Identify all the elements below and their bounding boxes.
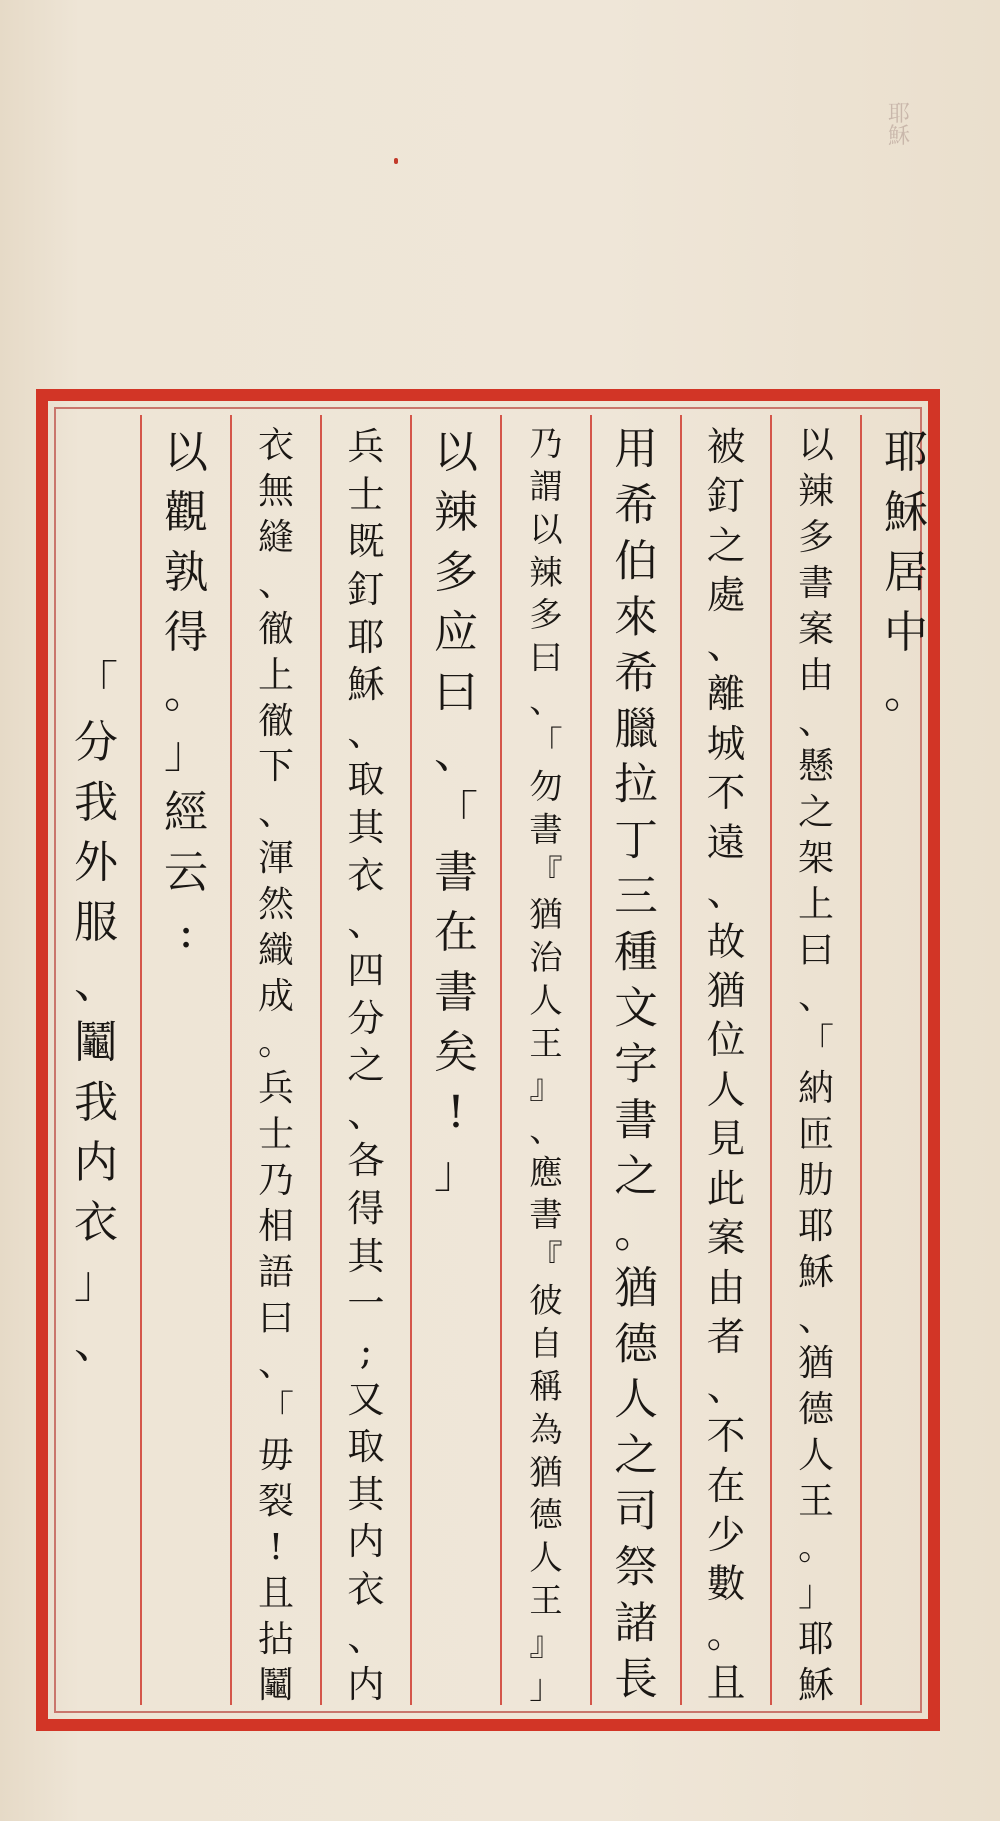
column-8-glyph-23: 毋 <box>258 1435 294 1477</box>
column-8-glyph-5: 徹 <box>258 608 294 650</box>
column-10-glyph-8: 我 <box>74 1077 118 1128</box>
column-2-glyph-17: 肋 <box>798 1159 834 1201</box>
column-5-glyph-13: 治 <box>529 938 563 978</box>
column-5-glyph-23: 稱 <box>529 1366 563 1406</box>
column-6-glyph-4: 应 <box>434 607 478 658</box>
column-2-glyph-5: 案 <box>798 608 834 650</box>
column-5-glyph-1: 乃 <box>529 424 563 463</box>
column-8-glyph-27: 拈 <box>258 1618 294 1660</box>
column-4-glyph-14: 之 <box>614 1151 658 1202</box>
column-1-glyph-1: 耶 <box>884 427 928 478</box>
column-3-glyph-8: 不 <box>706 771 746 817</box>
column-10-glyph-11: 」 <box>74 1257 118 1308</box>
column-4-glyph-10: 種 <box>614 928 658 979</box>
column-5-glyph-10: 書 <box>529 809 563 849</box>
text-column-9 <box>150 423 222 963</box>
text-column-3 <box>690 423 762 1709</box>
column-9-glyph-3: 孰 <box>164 547 208 598</box>
column-8-glyph-15: 兵 <box>258 1067 294 1109</box>
column-3-glyph-20: 、 <box>706 1364 746 1410</box>
column-2-glyph-6: 由 <box>798 654 834 696</box>
column-5-glyph-5: 多 <box>529 595 563 635</box>
column-10-glyph-12: 、 <box>74 1317 118 1368</box>
column-9-glyph-2: 觀 <box>164 487 208 538</box>
column-9-glyph-1: 以 <box>164 427 208 478</box>
column-3-glyph-9: 遠 <box>706 820 746 866</box>
column-rule <box>230 415 232 1705</box>
column-5-glyph-14: 人 <box>529 981 563 1021</box>
column-rule <box>140 415 142 1705</box>
column-4-glyph-18: 人 <box>614 1375 658 1426</box>
column-2-glyph-16: 匝 <box>798 1113 834 1155</box>
column-5-glyph-8: 「 <box>529 724 563 764</box>
column-10-glyph-9: 内 <box>74 1137 118 1188</box>
manuscript-frame <box>36 389 940 1731</box>
column-4-glyph-19: 之 <box>614 1431 658 1482</box>
column-2-glyph-3: 多 <box>798 516 834 558</box>
column-9-glyph-8: 云 <box>164 847 208 898</box>
column-5-glyph-28: 王 <box>529 1581 563 1621</box>
column-8-glyph-18: 相 <box>258 1205 294 1247</box>
column-3-glyph-17: 案 <box>706 1216 746 1262</box>
column-7-glyph-15: 、 <box>347 1091 385 1135</box>
column-7-glyph-8: 取 <box>347 758 385 802</box>
column-10-glyph-7: 鬮 <box>74 1017 118 1068</box>
column-3-glyph-6: 離 <box>706 672 746 718</box>
column-rule <box>680 415 682 1705</box>
column-8-glyph-20: 曰 <box>258 1297 294 1339</box>
column-2-glyph-10: 架 <box>798 838 834 880</box>
column-7-glyph-17: 得 <box>347 1187 385 1230</box>
column-rule <box>410 415 412 1705</box>
column-5-glyph-22: 自 <box>529 1324 563 1364</box>
column-6-glyph-3: 多 <box>434 547 478 598</box>
column-3-glyph-21: 不 <box>706 1414 746 1460</box>
column-7-glyph-3: 既 <box>347 520 385 564</box>
column-5-glyph-15: 王 <box>529 1024 563 1064</box>
column-8-glyph-13: 成 <box>258 976 294 1018</box>
column-10-glyph-1: 「 <box>74 657 118 708</box>
column-3-glyph-14: 人 <box>706 1067 746 1113</box>
column-10-glyph-10: 衣 <box>74 1197 118 1248</box>
column-8-glyph-7: 徹 <box>258 700 294 742</box>
column-rule <box>770 415 772 1705</box>
column-7-glyph-2: 士 <box>347 472 385 516</box>
column-10-glyph-5: 服 <box>74 897 118 948</box>
column-7-glyph-11: 、 <box>347 901 385 945</box>
column-4-glyph-9: 三 <box>614 872 658 923</box>
column-3-glyph-10: 、 <box>706 870 746 916</box>
column-4-glyph-1: 用 <box>614 425 658 475</box>
column-8-glyph-4: 、 <box>258 562 294 604</box>
column-4-glyph-21: 祭 <box>614 1543 658 1594</box>
column-2-glyph-19: 穌 <box>798 1251 834 1293</box>
column-4-glyph-13: 書 <box>614 1095 658 1146</box>
column-2-glyph-15: 納 <box>798 1067 834 1109</box>
column-5-glyph-17: 、 <box>529 1109 563 1149</box>
column-2-glyph-28: 穌 <box>798 1664 834 1706</box>
column-7-glyph-4: 釘 <box>347 567 385 611</box>
column-7-glyph-20: ; <box>359 1329 373 1373</box>
column-9-glyph-4: 得 <box>164 607 208 658</box>
column-5-glyph-18: 應 <box>529 1152 563 1192</box>
column-6-glyph-12: ! <box>447 1087 465 1138</box>
column-5-glyph-29: 』 <box>529 1624 563 1664</box>
text-column-1 <box>870 423 942 723</box>
column-3-glyph-25: 。 <box>706 1611 746 1657</box>
column-8-glyph-10: 渾 <box>258 838 294 880</box>
column-5-glyph-4: 辣 <box>529 552 563 592</box>
column-4-glyph-12: 字 <box>614 1039 658 1090</box>
column-6-glyph-10: 書 <box>434 967 478 1018</box>
column-rule <box>860 415 862 1705</box>
column-7-glyph-5: 耶 <box>347 615 385 659</box>
column-5-glyph-25: 猶 <box>529 1452 563 1492</box>
column-8-glyph-1: 衣 <box>258 425 294 466</box>
column-8-glyph-22: 「 <box>258 1389 294 1431</box>
column-5-glyph-2: 謂 <box>529 466 563 506</box>
column-4-glyph-8: 丁 <box>614 816 658 867</box>
column-5-glyph-24: 為 <box>529 1409 563 1449</box>
column-2-glyph-13: 、 <box>798 976 834 1018</box>
column-8-glyph-17: 乃 <box>258 1159 294 1201</box>
column-8-glyph-21: 、 <box>258 1343 294 1385</box>
column-3-glyph-11: 故 <box>706 919 746 965</box>
column-2-glyph-22: 德 <box>798 1389 834 1431</box>
column-7-glyph-14: 之 <box>347 1044 385 1088</box>
column-7-glyph-19: 一 <box>347 1282 385 1326</box>
column-4-glyph-5: 希 <box>614 648 658 699</box>
column-2-glyph-14: 「 <box>798 1021 834 1063</box>
column-7-glyph-12: 四 <box>347 948 385 992</box>
column-7-glyph-1: 兵 <box>347 425 385 468</box>
column-5-glyph-9: 勿 <box>529 766 563 806</box>
text-column-7 <box>330 423 402 1709</box>
column-5-glyph-26: 德 <box>529 1495 563 1535</box>
column-3-glyph-23: 少 <box>706 1512 746 1558</box>
column-6-glyph-8: 書 <box>434 847 478 898</box>
column-3-glyph-19: 者 <box>706 1315 746 1361</box>
column-5-glyph-27: 人 <box>529 1538 563 1578</box>
column-2-glyph-1: 以 <box>798 425 834 466</box>
column-7-glyph-10: 衣 <box>347 853 385 897</box>
ink-speck <box>394 158 398 164</box>
column-9-glyph-7: 經 <box>164 787 208 838</box>
column-8-glyph-11: 然 <box>258 884 294 926</box>
text-column-10 <box>60 653 132 1373</box>
column-8-glyph-28: 鬮 <box>258 1664 294 1706</box>
column-3-glyph-16: 此 <box>706 1166 746 1212</box>
column-7-glyph-16: 各 <box>347 1139 385 1183</box>
column-10-glyph-6: 、 <box>74 957 118 1008</box>
column-5-glyph-30: 」 <box>529 1666 563 1706</box>
column-7-glyph-24: 内 <box>347 1520 385 1564</box>
text-column-5 <box>510 423 582 1709</box>
column-3-glyph-26: 且 <box>706 1661 746 1707</box>
column-8-glyph-24: 裂 <box>258 1481 294 1523</box>
column-8-glyph-8: 下 <box>258 746 294 788</box>
column-3-glyph-22: 在 <box>706 1463 746 1509</box>
column-4-glyph-7: 拉 <box>614 760 658 811</box>
column-5-glyph-19: 書 <box>529 1195 563 1235</box>
text-column-2 <box>780 423 852 1709</box>
column-5-glyph-16: 』 <box>529 1066 563 1106</box>
column-9-glyph-6: 」 <box>164 727 208 778</box>
column-6-glyph-9: 在 <box>434 907 478 958</box>
column-3-glyph-5: 、 <box>706 622 746 668</box>
column-2-glyph-12: 曰 <box>798 930 834 972</box>
column-3-glyph-15: 見 <box>706 1117 746 1163</box>
column-5-glyph-20: 『 <box>529 1238 563 1278</box>
column-6-glyph-11: 矣 <box>434 1027 478 1078</box>
column-1-glyph-5: 。 <box>884 667 928 718</box>
column-2-glyph-21: 猶 <box>798 1343 834 1385</box>
column-8-glyph-12: 織 <box>258 930 294 972</box>
column-2-glyph-2: 辣 <box>798 470 834 512</box>
column-4-glyph-15: 。 <box>614 1207 658 1258</box>
column-4-glyph-2: 希 <box>614 480 658 531</box>
column-2-glyph-20: 、 <box>798 1297 834 1339</box>
text-column-4 <box>600 423 672 1709</box>
column-1-glyph-4: 中 <box>884 607 928 658</box>
column-6-glyph-6: 、 <box>434 727 478 778</box>
column-7-glyph-27: 内 <box>347 1663 385 1707</box>
column-1-glyph-3: 居 <box>884 547 928 598</box>
column-2-glyph-26: 」 <box>798 1573 834 1615</box>
column-3-glyph-18: 由 <box>706 1265 746 1311</box>
column-4-glyph-4: 來 <box>614 592 658 643</box>
column-2-glyph-18: 耶 <box>798 1205 834 1247</box>
column-5-glyph-11: 『 <box>529 852 563 892</box>
column-6-glyph-7: 「 <box>434 787 478 838</box>
column-4-glyph-17: 德 <box>614 1319 658 1370</box>
column-7-glyph-6: 穌 <box>347 663 385 707</box>
column-7-glyph-26: 、 <box>347 1615 385 1659</box>
column-7-glyph-22: 取 <box>347 1425 385 1469</box>
column-3-glyph-1: 被 <box>706 425 746 470</box>
running-title: 耶穌 <box>888 102 911 149</box>
column-7-glyph-7: 、 <box>347 710 385 754</box>
column-3-glyph-13: 位 <box>706 1018 746 1064</box>
column-4-glyph-20: 司 <box>614 1487 658 1538</box>
column-3-glyph-4: 處 <box>706 573 746 619</box>
column-rule <box>320 415 322 1705</box>
column-rule <box>500 415 502 1705</box>
column-8-glyph-9: 、 <box>258 792 294 834</box>
column-3-glyph-7: 城 <box>706 721 746 767</box>
column-7-glyph-13: 分 <box>347 996 385 1040</box>
column-2-glyph-25: 。 <box>798 1527 834 1569</box>
column-8-glyph-6: 上 <box>258 654 294 696</box>
column-10-glyph-4: 外 <box>74 837 118 888</box>
column-2-glyph-23: 人 <box>798 1435 834 1477</box>
column-2-glyph-9: 之 <box>798 792 834 834</box>
column-4-glyph-6: 臘 <box>614 704 658 755</box>
column-3-glyph-3: 之 <box>706 523 746 569</box>
column-7-glyph-23: 其 <box>347 1472 385 1516</box>
text-column-8 <box>240 423 312 1709</box>
column-8-glyph-16: 士 <box>258 1113 294 1155</box>
column-8-glyph-26: 且 <box>258 1573 294 1615</box>
column-4-glyph-22: 諸 <box>614 1599 658 1650</box>
column-10-glyph-3: 我 <box>74 777 118 828</box>
column-5-glyph-6: 曰 <box>529 638 563 678</box>
column-1-glyph-2: 穌 <box>884 487 928 538</box>
column-4-glyph-11: 文 <box>614 984 658 1035</box>
column-3-glyph-24: 數 <box>706 1562 746 1608</box>
column-rule <box>590 415 592 1705</box>
column-2-glyph-24: 王 <box>798 1481 834 1523</box>
column-2-glyph-27: 耶 <box>798 1618 834 1660</box>
column-2-glyph-8: 懸 <box>798 746 834 788</box>
column-8-glyph-2: 無 <box>258 470 294 512</box>
column-2-glyph-11: 上 <box>798 884 834 926</box>
column-5-glyph-7: 、 <box>529 681 563 721</box>
column-10-glyph-2: 分 <box>74 717 118 768</box>
column-2-glyph-4: 書 <box>798 562 834 604</box>
column-9-glyph-9: : <box>178 907 194 958</box>
column-4-glyph-16: 猶 <box>614 1263 658 1314</box>
column-6-glyph-13: 」 <box>434 1147 478 1198</box>
column-5-glyph-21: 彼 <box>529 1281 563 1321</box>
column-8-glyph-14: 。 <box>258 1021 294 1063</box>
column-7-glyph-9: 其 <box>347 806 385 849</box>
column-4-glyph-3: 伯 <box>614 536 658 587</box>
column-7-glyph-18: 其 <box>347 1234 385 1278</box>
column-2-glyph-7: 、 <box>798 700 834 742</box>
column-8-glyph-19: 語 <box>258 1251 294 1293</box>
text-column-6 <box>420 423 492 1203</box>
column-4-glyph-23: 長 <box>614 1654 658 1705</box>
column-8-glyph-25: ! <box>268 1527 284 1569</box>
column-3-glyph-2: 釘 <box>706 474 746 520</box>
column-5-glyph-3: 以 <box>529 509 563 549</box>
column-6-glyph-1: 以 <box>434 427 478 478</box>
column-9-glyph-5: 。 <box>164 667 208 718</box>
column-6-glyph-2: 辣 <box>434 487 478 538</box>
column-7-glyph-21: 又 <box>347 1377 385 1421</box>
column-5-glyph-12: 猶 <box>529 895 563 935</box>
column-3-glyph-12: 猶 <box>706 968 746 1014</box>
column-8-glyph-3: 縫 <box>258 516 294 558</box>
column-6-glyph-5: 曰 <box>434 667 478 718</box>
column-7-glyph-25: 衣 <box>347 1568 385 1611</box>
